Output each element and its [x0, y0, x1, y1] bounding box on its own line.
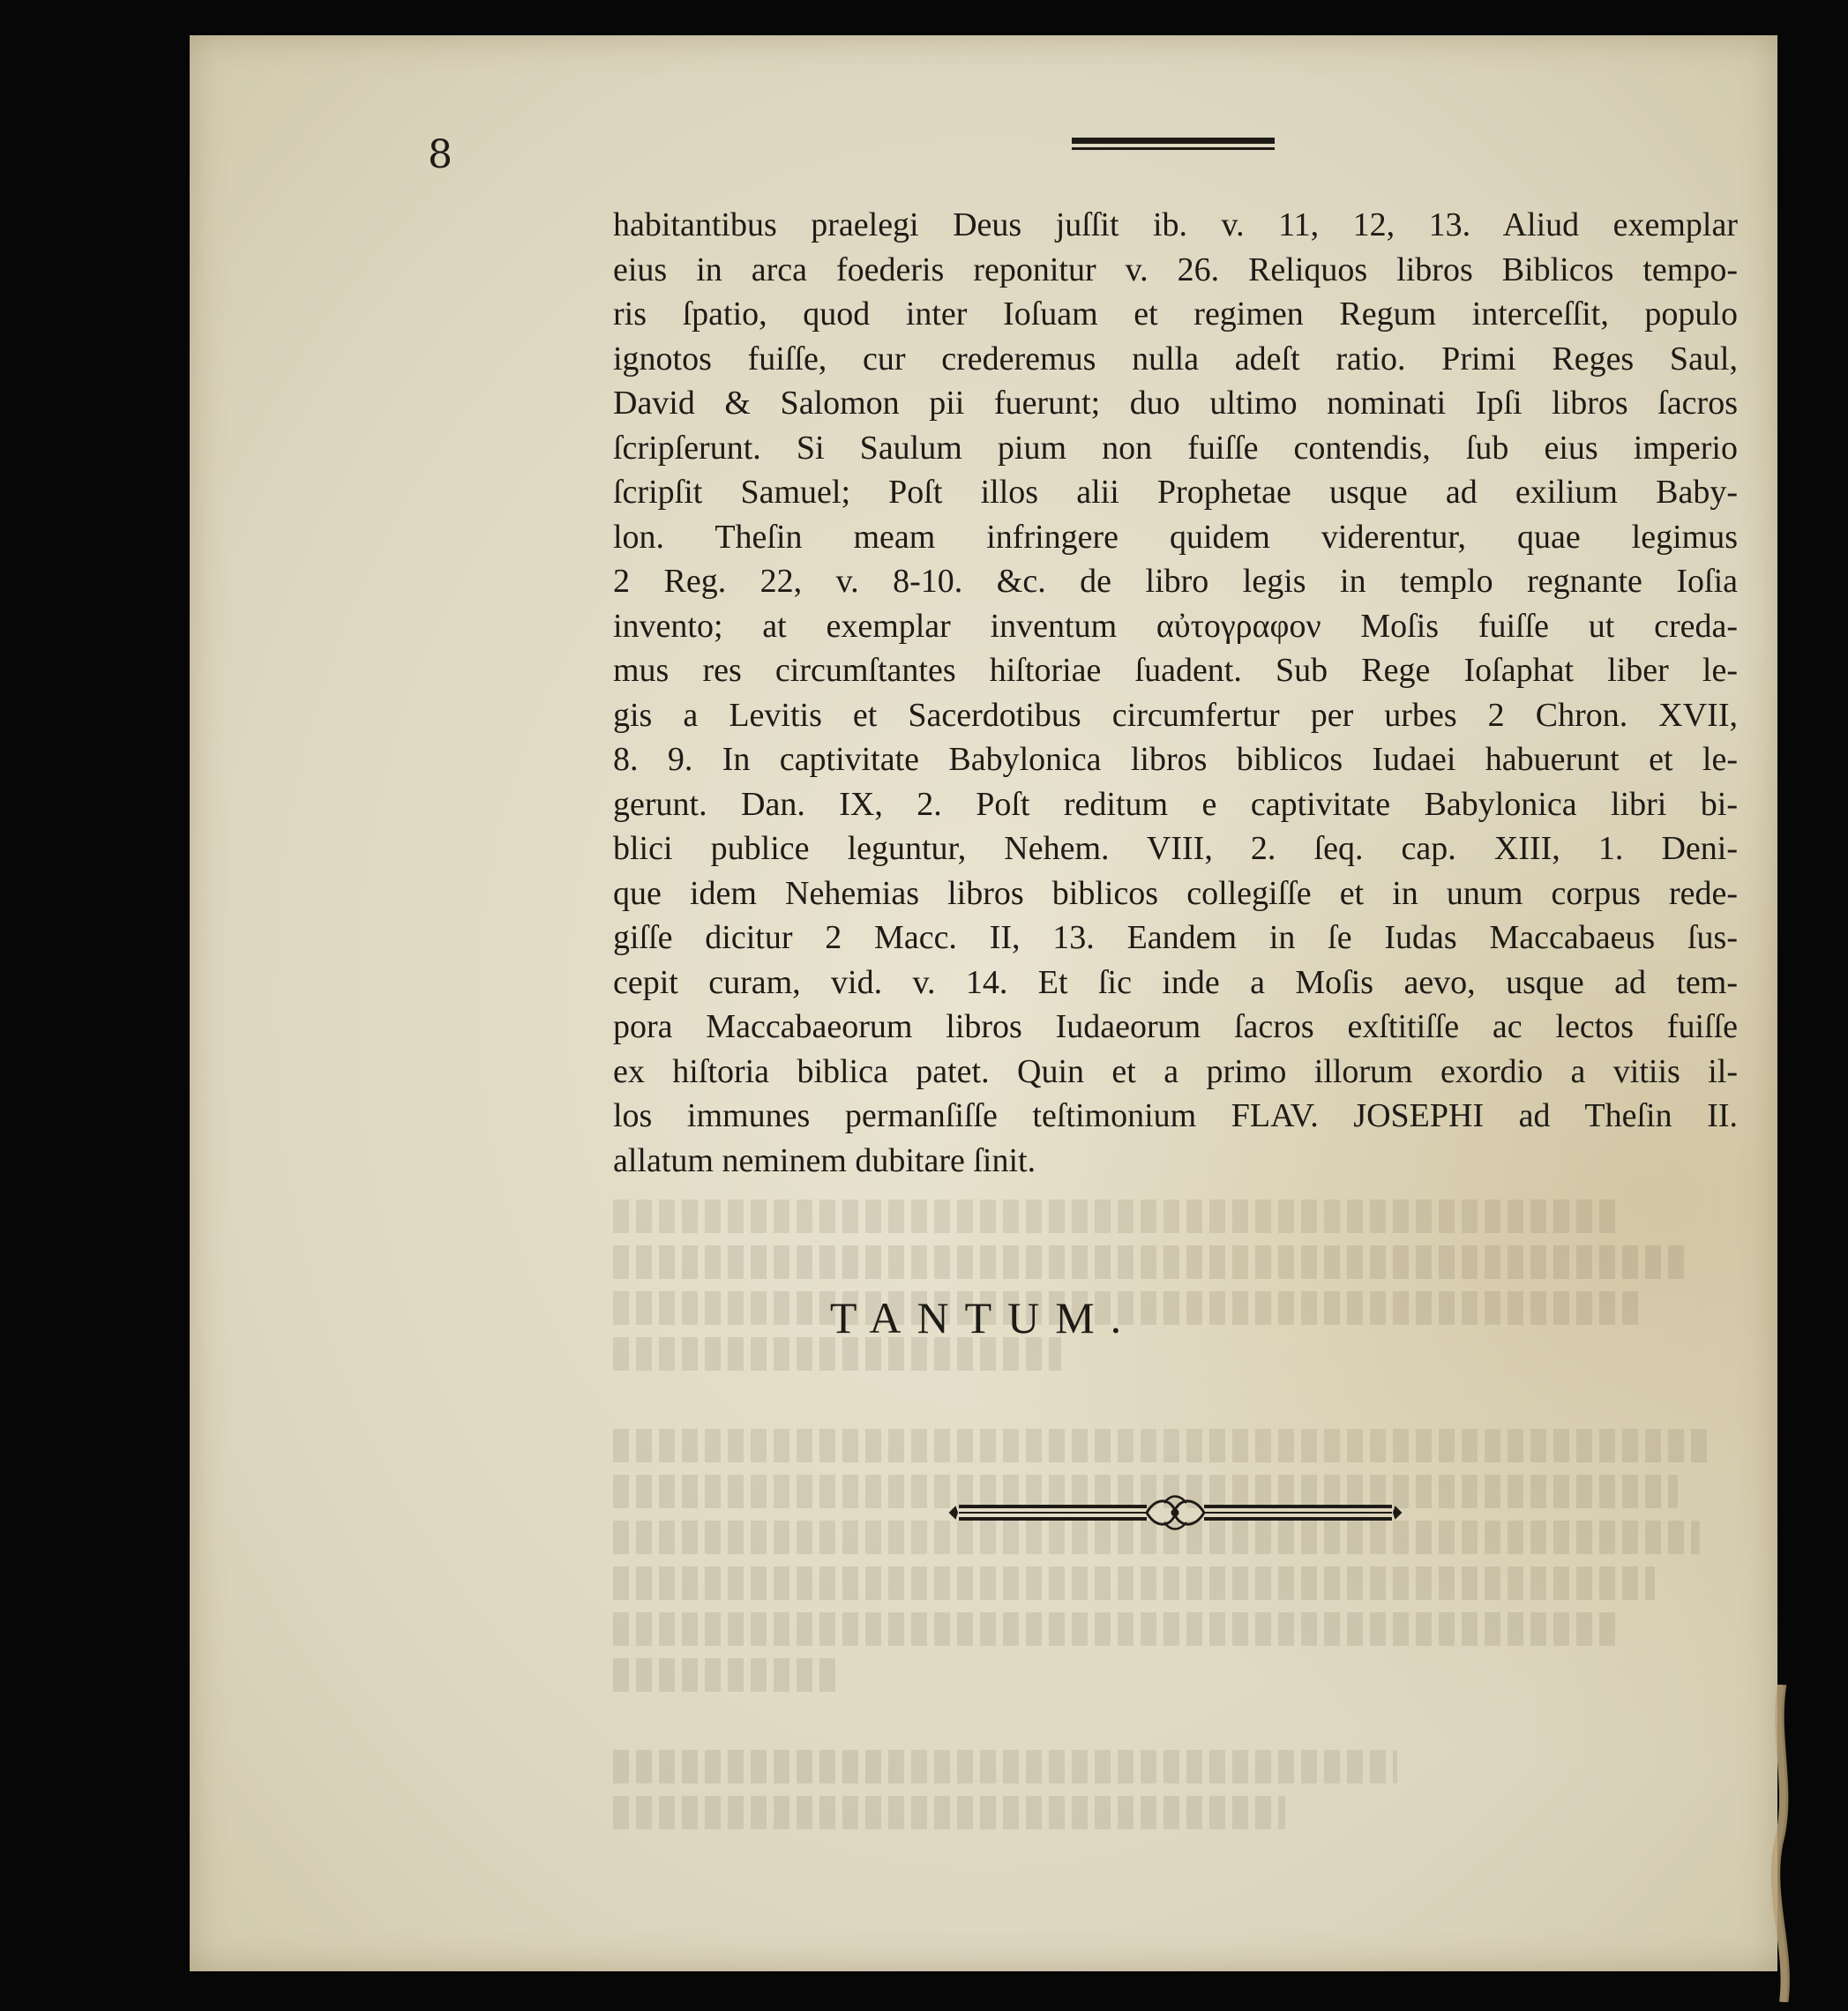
text-line: ex hiſtoria biblica patet. Quin et a primo illorum exordio a vitiis il-	[613, 1052, 1738, 1090]
text-line: mus res circumſtantes hiſtoriae ſuadent. Sub Rege Ioſaphat liber le-	[613, 652, 1738, 689]
page-number: 8	[428, 132, 453, 177]
text-line: los immunes permanſiſſe teſtimonium FLAV. JOSEPHI ad Theſin II.	[613, 1097, 1738, 1134]
text-line: David & Salomon pii fuerunt; duo ultimo nominati Ipſi libros ſacros	[613, 385, 1738, 422]
text-line: habitantibus praelegi Deus juſſit ib. v. 11, 12, 13. Aliud exemplar	[613, 206, 1738, 243]
text-line: cepit curam, vid. v. 14. Et ſic inde a Moſis aevo, usque ad tem-	[613, 963, 1738, 1001]
text-line: gis a Levitis et Sacerdotibus circumfertur per urbes 2 Chron. XVII,	[613, 696, 1738, 734]
text-line: 2 Reg. 22, v. 8-10. &c. de libro legis in templo regnante Ioſia	[613, 563, 1738, 600]
text-line: ſcripſerunt. Si Saulum pium non fuiſſe contendis, ſub eius imperio	[613, 429, 1738, 467]
book-page	[190, 35, 1777, 1971]
text-line: allatum neminem dubitare ſinit.	[613, 1141, 1036, 1179]
text-line: invento; at exemplar inventum αὐτογραφον Moſis fuiſſe ut creda-	[613, 607, 1738, 645]
text-line: blici publice leguntur, Nehem. VIII, 2. ſeq. cap. XIII, 1. Deni-	[613, 830, 1738, 867]
finis-heading: TANTUM.	[829, 1293, 1138, 1342]
text-line: giſſe dicitur 2 Macc. II, 13. Eandem in ſe Iudas Maccabaeus ſus-	[613, 919, 1738, 956]
text-line: eius in arca foederis reponitur v. 26. Reliquos libros Biblicos tempo-	[613, 250, 1738, 288]
text-line: ignotos fuiſſe, cur crederemus nulla adeſt ratio. Primi Reges Saul,	[613, 340, 1738, 378]
text-line: que idem Nehemias libros biblicos collegiſſe et in unum corpus rede-	[613, 874, 1738, 912]
text-line: gerunt. Dan. IX, 2. Poſt reditum e captivitate Babylonica libri bi-	[613, 785, 1738, 823]
text-line: ſcripſit Samuel; Poſt illos alii Prophetae usque ad exilium Baby-	[613, 474, 1738, 511]
text-line: 8. 9. In captivitate Babylonica libros biblicos Iudaei habuerunt et le-	[613, 741, 1738, 778]
tailpiece-ornament-icon	[948, 1491, 1403, 1535]
text-line: pora Maccabaeorum libros Iudaeorum ſacros exſtitiſſe ac lectos fuiſſe	[613, 1008, 1738, 1045]
text-line: ris ſpatio, quod inter Ioſuam et regimen Regum interceſſit, populo	[613, 295, 1738, 333]
body-text	[613, 203, 1738, 1183]
binding-string-icon	[1764, 1685, 1799, 2002]
text-line: lon. Theſin meam infringere quidem viderentur, quae legimus	[613, 518, 1738, 556]
header-rule-icon	[1072, 138, 1275, 150]
